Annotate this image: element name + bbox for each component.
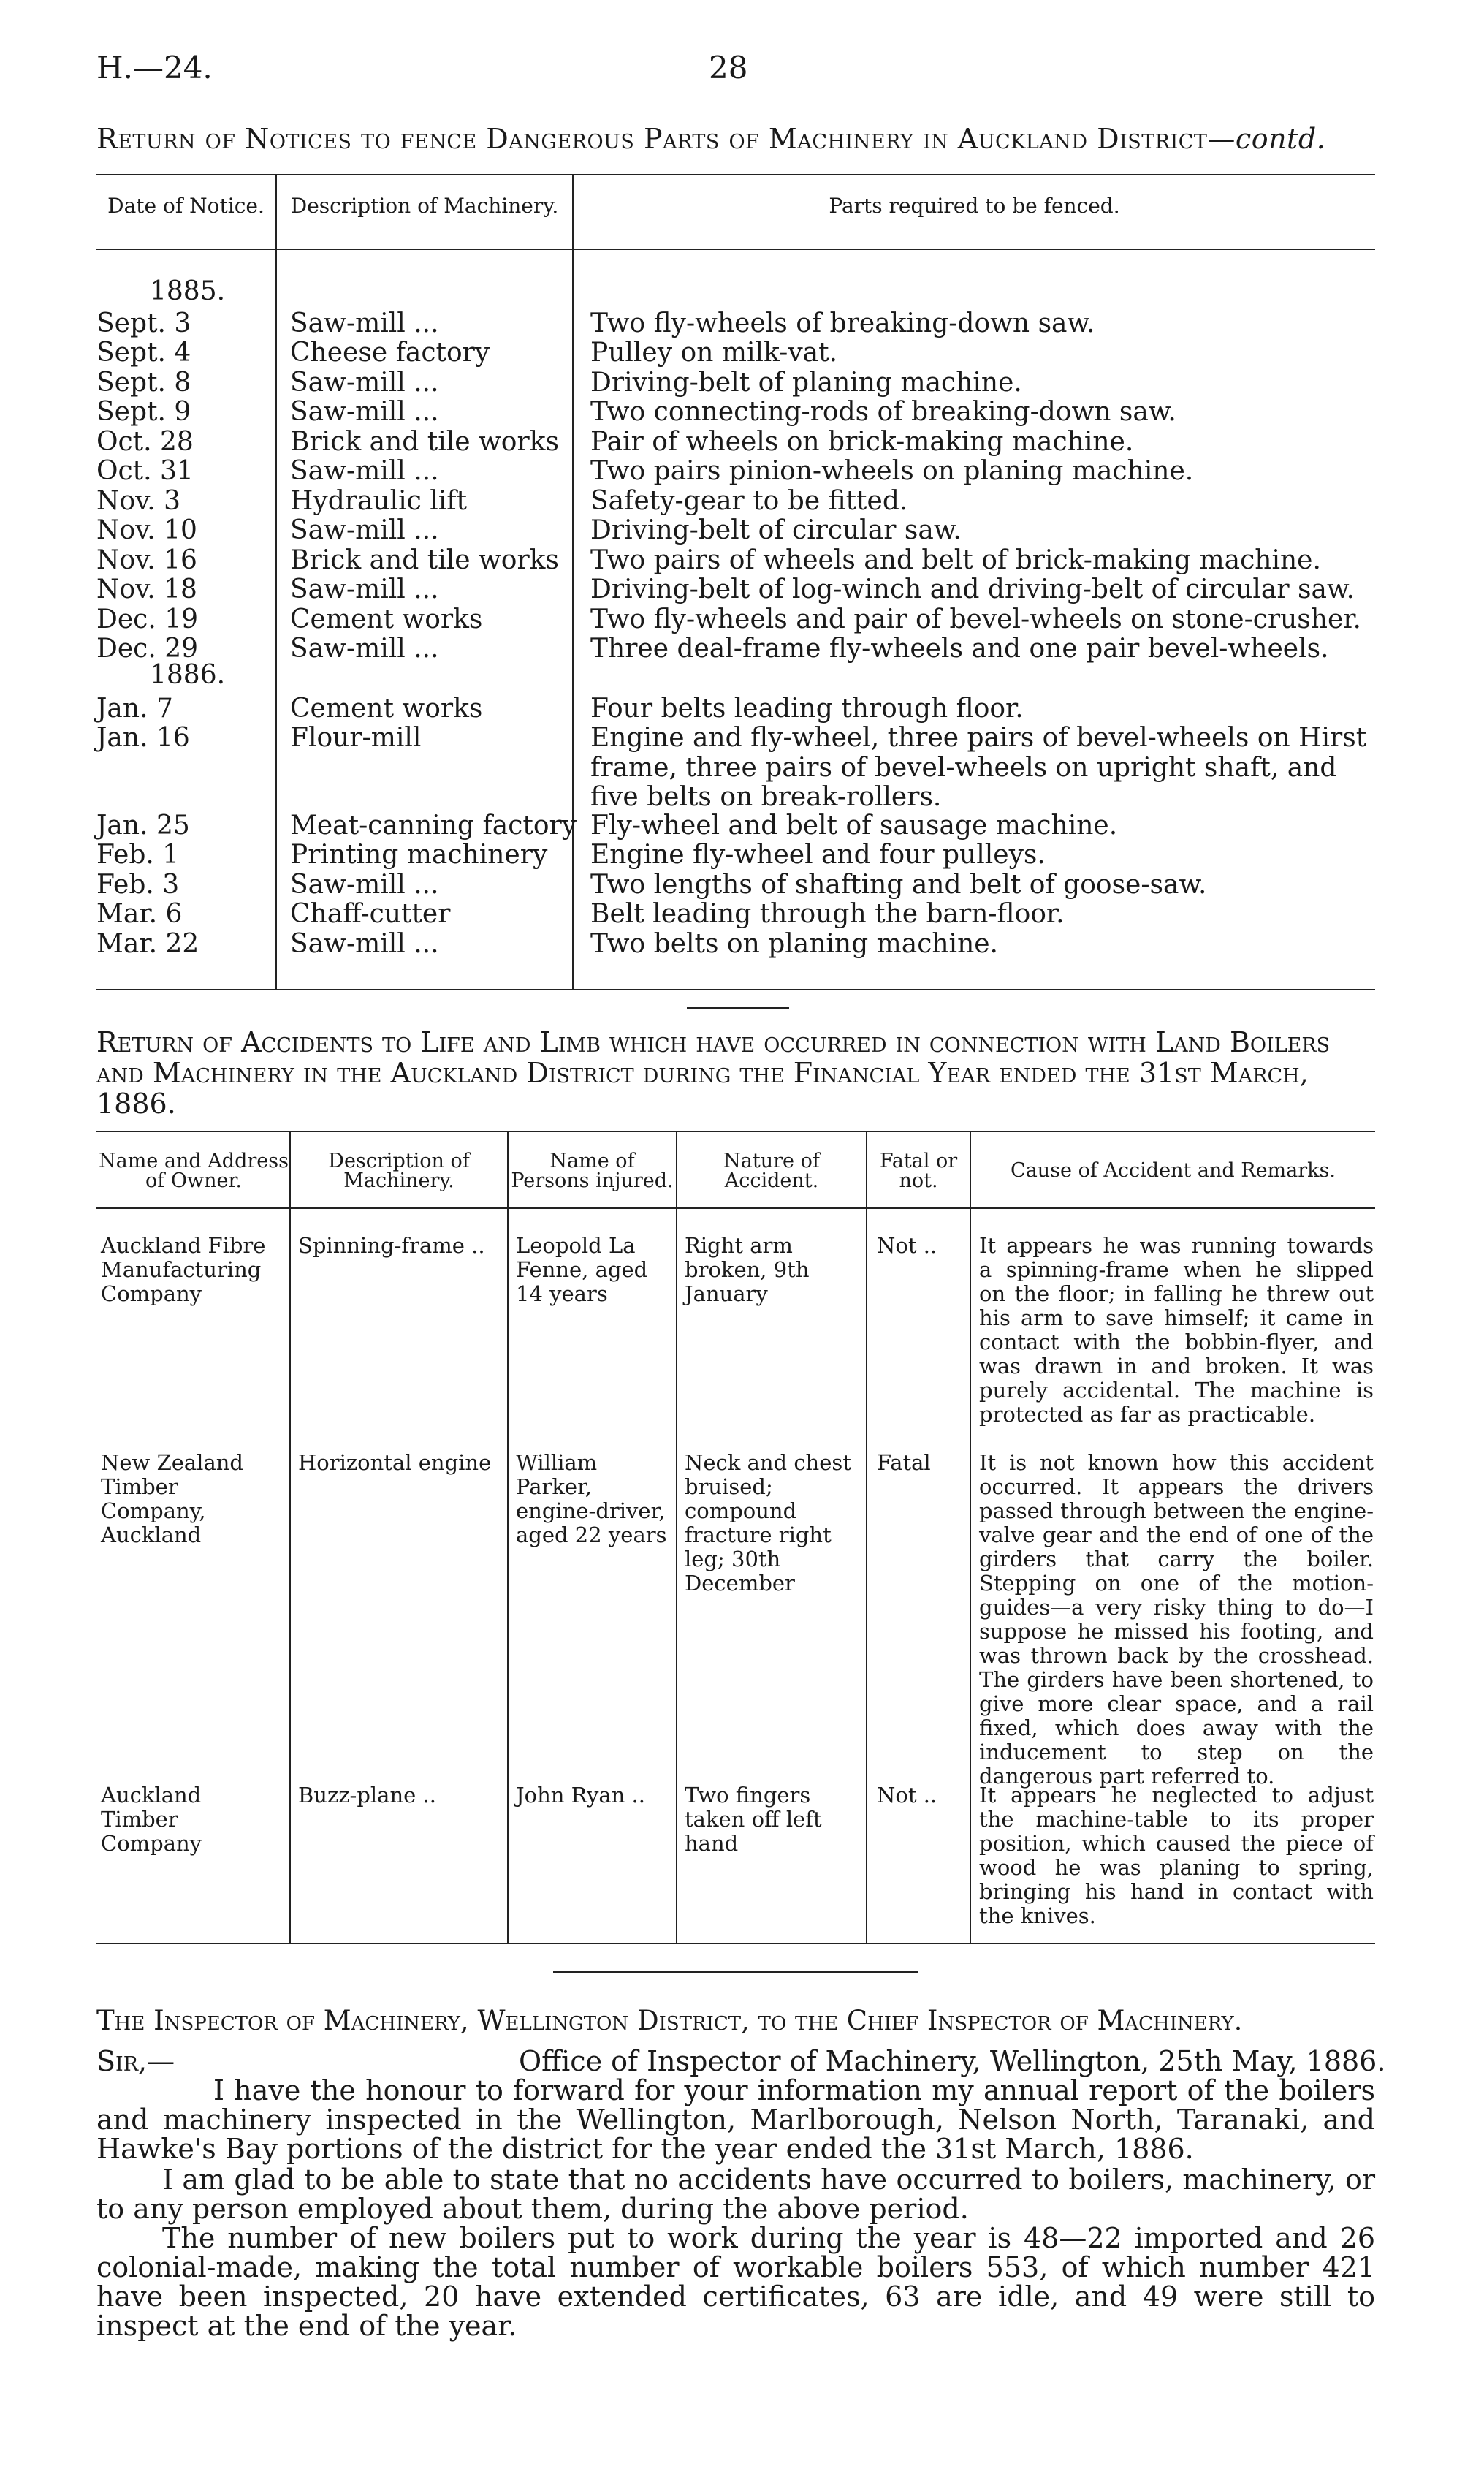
notices-title-text: Return of Notices to fence Dangerous Parts of Machinery in Auckland District— [96, 123, 1236, 155]
year-1885: 1885. [150, 276, 226, 306]
notices-header-rule [96, 249, 1375, 250]
letter-dateline: Office of Inspector of Machinery, Wellington, 25th May, 1886. [519, 2045, 1386, 2077]
acc-row2-machinery: Horizontal engine [298, 1450, 492, 1475]
notices-bottom-rule [96, 989, 1375, 990]
acc-col-nature: Nature of Accident. [723, 1150, 820, 1192]
letter-salutation [96, 2047, 175, 2076]
notice-parts: Driving-belt of planing machine. [590, 368, 1022, 398]
acc-row3-machinery: Buzz-plane .. [298, 1783, 436, 1808]
accidents-top-rule [96, 1131, 1375, 1132]
accidents-bottom-rule [96, 1943, 1375, 1944]
acc-col-person: Name of Persons injured. [511, 1150, 674, 1192]
notices-col-machinery: Description of Machinery. [290, 194, 559, 218]
acc-row3-cause: It appears he neglected to adjust the machine-table to its proper position, which caused the piece of wood he was planing to spring, bringing his hand in contact with the knives. [979, 1783, 1374, 1928]
notice-parts: Two pairs of wheels and belt of brick-making machine. [590, 545, 1321, 575]
acc-col-owner: Name and Address of Owner. [99, 1150, 289, 1192]
acc-col-divider-2 [507, 1131, 509, 1943]
notice-parts: Three deal-frame fly-wheels and one pair bevel-wheels. [590, 634, 1329, 664]
notice-date: Jan. 16 [96, 723, 190, 753]
acc-row1-nature: Right arm broken, 9th January [685, 1233, 810, 1306]
page-number: 28 [709, 50, 748, 86]
notice-date: Jan. 25 [96, 811, 190, 841]
notice-parts: Engine and fly-wheel, three pairs of bevel-wheels on Hirst frame, three pairs of bevel-wheels on upright shaft, and five belts on break-rollers. [590, 723, 1367, 812]
notice-machinery: Brick and tile works [290, 545, 559, 575]
notices-col-divider-1 [275, 174, 277, 989]
acc-row1-cause: It appears he was running towards a spinning-frame when he slipped on the floor; in falling he threw out his arm to save himself; it came in contact with the bobbin-flyer, and was drawn in and broken. It was purely accidental. The machine is protected as far as practicable. [979, 1233, 1374, 1427]
acc-row3-person: John Ryan .. [516, 1783, 645, 1808]
notices-col-parts: Parts required to be fenced. [829, 194, 1120, 218]
acc-row2-fatal: Fatal [877, 1450, 931, 1475]
acc-row2-owner: New Zealand Timber Company, Auckland [101, 1450, 243, 1547]
acc-col-cause: Cause of Accident and Remarks. [1011, 1159, 1336, 1182]
notice-parts: Engine fly-wheel and four pulleys. [590, 840, 1046, 870]
notice-parts: Four belts leading through floor. [590, 694, 1024, 724]
separator-1 [687, 1007, 789, 1009]
letter-heading-text: The Inspector of Machinery, Wellington District, to the Chief Inspector of Machinery. [96, 2005, 1243, 2036]
acc-col-divider-5 [970, 1131, 971, 1943]
acc-row1-machinery: Spinning-frame .. [298, 1233, 485, 1258]
notice-date: Sept. 3 [96, 308, 191, 338]
notice-machinery: Cement works [290, 694, 483, 724]
separator-2 [553, 1971, 918, 1973]
notice-date: Jan. 7 [96, 694, 173, 724]
letter-heading [96, 2006, 1375, 2036]
notice-machinery: Saw-mill ... [290, 870, 439, 900]
notice-machinery: Flour-mill [290, 723, 422, 753]
notice-date: Nov. 3 [96, 486, 181, 516]
notice-parts: Two connecting-rods of breaking-down saw. [590, 397, 1176, 427]
notice-parts: Driving-belt of log-winch and driving-belt of circular saw. [590, 574, 1355, 604]
notice-date: Feb. 3 [96, 870, 180, 900]
notice-parts: Pair of wheels on brick-making machine. [590, 427, 1134, 457]
notice-date: Oct. 28 [96, 427, 194, 457]
acc-row3-owner: Auckland Timber Company [101, 1783, 202, 1856]
salutation-text: Sir,— [96, 2045, 175, 2077]
notice-machinery: Brick and tile works [290, 427, 559, 457]
acc-row2-cause: It is not known how this accident occurred. It appears the drivers passed through between the engine-valve gear and the end of one of the girders that carry the boiler. Stepping on one of the motion-guides—a very risky thing to do—I suppose he missed his footing, and was thrown back by the crosshead. The girders have been shortened, to give more clear space, and a rail fixed, which does away with the inducement to step on the dangerous part referred to. [979, 1450, 1374, 1789]
notice-machinery: Saw-mill ... [290, 456, 439, 486]
letter-paragraph-1: I have the honour to forward for your information my annual report of the boilers and machinery inspected in the Wellington, Marlborough, Nelson North, Taranaki, and Hawke's Bay portions of the district for the year ended the 31st March, 1886. [96, 2074, 1375, 2165]
notice-machinery: Printing machinery [290, 840, 548, 870]
notice-date: Sept. 9 [96, 397, 191, 427]
notice-parts: Safety-gear to be fitted. [590, 486, 908, 516]
page-reference: H.—24. [96, 50, 213, 86]
notice-machinery: Cheese factory [290, 338, 490, 368]
letter-paragraph-3: The number of new boilers put to work during the year is 48—22 imported and 26 colonial-made, making the total number of workable boilers 553, of which number 421 have been inspected, 20 have extended certificates, 63 are idle, and 49 were still to inspect at the end of the year. [96, 2222, 1375, 2342]
acc-col-machinery: Description of Machinery. [328, 1150, 470, 1192]
notice-machinery: Saw-mill ... [290, 515, 439, 545]
accidents-header-rule [96, 1207, 1375, 1209]
notices-title-contd: contd. [1235, 123, 1326, 155]
notice-parts: Pulley on milk-vat. [590, 338, 838, 368]
acc-row2-person: William Parker, engine-driver, aged 22 years [516, 1450, 667, 1547]
notice-date: Dec. 19 [96, 604, 199, 634]
notice-date: Mar. 6 [96, 899, 183, 929]
notice-machinery: Meat-canning factory [290, 811, 577, 841]
acc-col-fatal: Fatal or not. [879, 1150, 958, 1192]
year-1886: 1886. [150, 660, 226, 690]
notice-date: Dec. 29 [96, 634, 199, 664]
notice-parts: Two pairs pinion-wheels on planing machine. [590, 456, 1194, 486]
letter-paragraph-2: I am glad to be able to state that no accidents have occurred to boilers, machinery, or to any person employed about them, during the above period. [96, 2163, 1375, 2225]
acc-row1-owner: Auckland Fibre Manufacturing Company [101, 1233, 266, 1306]
notices-col-date: Date of Notice. [107, 194, 265, 218]
accidents-title-text: Return of Accidents to Life and Limb which have occurred in connection with Land Boilers and Machinery in the Auckland District during the Financial Year ended the 31st March, 1886. [96, 1026, 1331, 1120]
notice-machinery: Saw-mill ... [290, 929, 439, 959]
acc-row3-nature: Two fingers taken off left hand [685, 1783, 822, 1856]
accidents-title [96, 1027, 1375, 1119]
acc-col-divider-3 [676, 1131, 677, 1943]
notice-parts: Two fly-wheels of breaking-down saw. [590, 308, 1095, 338]
notice-machinery: Saw-mill ... [290, 368, 439, 398]
notice-machinery: Saw-mill ... [290, 397, 439, 427]
notice-date: Nov. 18 [96, 574, 197, 604]
notice-parts: Two fly-wheels and pair of bevel-wheels on stone-crusher. [590, 604, 1361, 634]
acc-row2-nature: Neck and chest bruised; compound fracture right leg; 30th December [685, 1450, 851, 1596]
notice-date: Oct. 31 [96, 456, 194, 486]
acc-row1-person: Leopold La Fenne, aged 14 years [516, 1233, 648, 1306]
notice-date: Sept. 4 [96, 338, 191, 368]
notice-machinery: Chaff-cutter [290, 899, 451, 929]
notice-machinery: Saw-mill ... [290, 574, 439, 604]
notice-date: Nov. 10 [96, 515, 197, 545]
notices-top-rule [96, 174, 1375, 175]
acc-col-divider-4 [866, 1131, 867, 1943]
notices-col-divider-2 [572, 174, 574, 989]
notice-parts: Two lengths of shafting and belt of goose-saw. [590, 870, 1207, 900]
notice-parts: Belt leading through the barn-floor. [590, 899, 1065, 929]
notice-date: Feb. 1 [96, 840, 180, 870]
notice-machinery: Saw-mill ... [290, 634, 439, 664]
notices-title [96, 123, 1375, 155]
notice-parts: Fly-wheel and belt of sausage machine. [590, 811, 1118, 841]
notice-date: Nov. 16 [96, 545, 197, 575]
acc-row1-fatal: Not .. [877, 1233, 937, 1258]
acc-col-divider-1 [289, 1131, 291, 1943]
notice-machinery: Cement works [290, 604, 483, 634]
acc-row3-fatal: Not .. [877, 1783, 937, 1808]
notice-parts: Driving-belt of circular saw. [590, 515, 962, 545]
notice-parts: Two belts on planing machine. [590, 929, 998, 959]
notice-date: Mar. 22 [96, 929, 199, 959]
notice-date: Sept. 8 [96, 368, 191, 398]
notice-machinery: Saw-mill ... [290, 308, 439, 338]
notice-machinery: Hydraulic lift [290, 486, 468, 516]
